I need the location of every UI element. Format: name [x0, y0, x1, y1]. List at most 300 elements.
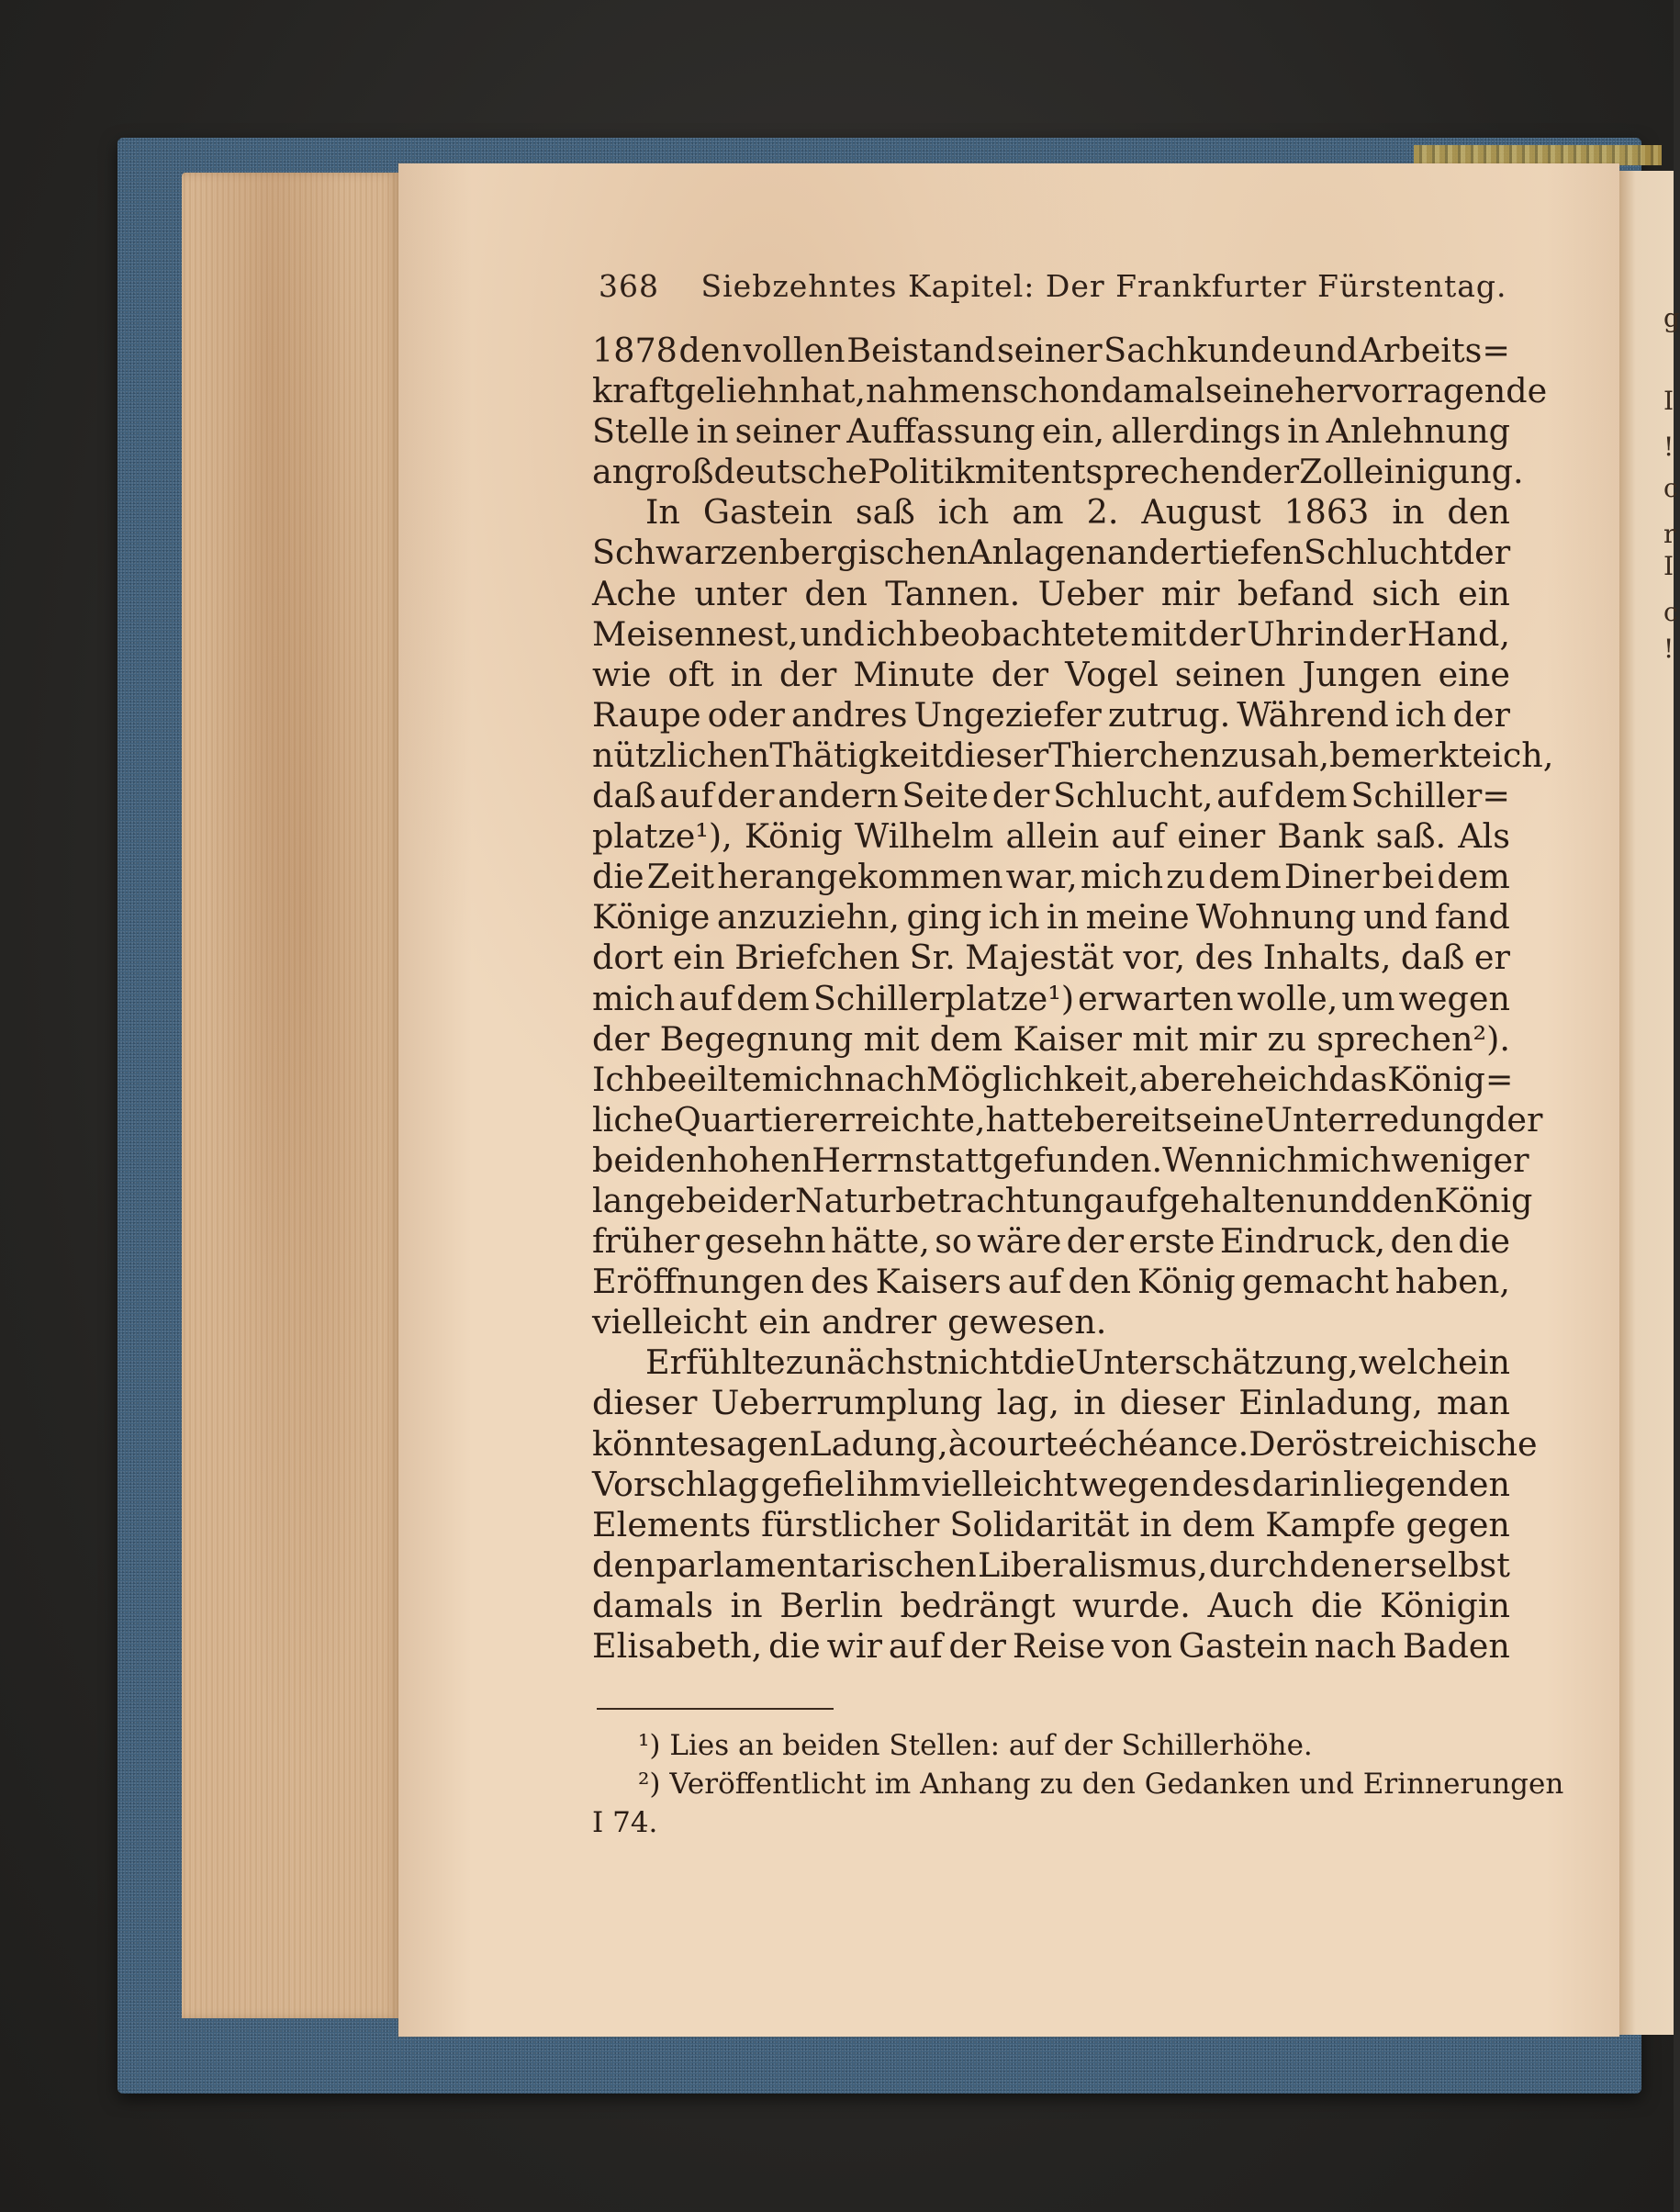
- word: befand: [1237, 573, 1355, 613]
- word: stattgefunden.: [914, 1140, 1163, 1180]
- word: geliehn: [674, 371, 801, 411]
- text-line: [592, 1262, 1510, 1302]
- word: man: [1437, 1383, 1510, 1423]
- word: sich: [1372, 573, 1440, 613]
- word: könnte: [592, 1423, 710, 1464]
- word: Schiller=: [1350, 776, 1510, 816]
- word: zunächst: [785, 1342, 937, 1383]
- word: Raupe: [592, 694, 701, 735]
- word: Vorschlag: [592, 1464, 759, 1504]
- word: Ungeziefer: [913, 694, 1102, 735]
- word: mit: [1130, 613, 1187, 654]
- word: platze¹),: [592, 816, 733, 857]
- word: bei: [1382, 857, 1435, 897]
- word: Möglichkeit,: [926, 1059, 1139, 1099]
- word: er: [1372, 1544, 1409, 1585]
- text-line: [592, 1059, 1514, 1100]
- word: Briefchen: [734, 938, 901, 978]
- word: Ache: [592, 573, 677, 613]
- word: 2.: [1086, 492, 1119, 533]
- word: Stelle: [592, 411, 690, 452]
- word: der: [1452, 533, 1511, 573]
- text-line: [592, 1383, 1510, 1423]
- word: Vogel: [1065, 654, 1159, 694]
- text-line: [592, 1342, 1510, 1383]
- word: parlamentarischen: [655, 1544, 977, 1585]
- word: der: [1066, 1221, 1125, 1262]
- word: der: [948, 1626, 1006, 1666]
- word: Elisabeth,: [592, 1626, 763, 1666]
- word: Schlucht,: [1053, 776, 1214, 816]
- word: in: [1477, 1342, 1510, 1383]
- text-line: [592, 816, 1510, 857]
- word: mich: [761, 1059, 845, 1099]
- word: Thierchen: [1048, 735, 1221, 775]
- facing-glyph: I: [1663, 551, 1674, 581]
- word: Wilhelm: [854, 816, 994, 857]
- word: gewesen.: [947, 1302, 1107, 1342]
- word: Ueber: [1037, 573, 1144, 613]
- word: Ueberrumplung: [711, 1383, 983, 1423]
- text-line: [592, 1465, 1510, 1505]
- word: sagen: [709, 1423, 810, 1464]
- word: saß: [855, 492, 915, 533]
- word: Schwarzenbergischen: [592, 533, 968, 573]
- word: dort: [592, 938, 664, 978]
- word: hat,: [800, 371, 866, 411]
- word: in: [696, 411, 729, 452]
- word: dem: [736, 978, 810, 1018]
- word: er: [1473, 938, 1510, 978]
- word: Ladung,: [809, 1423, 948, 1464]
- word: so: [935, 1221, 972, 1262]
- word: Seite: [902, 776, 989, 816]
- footnote-2-continuation: I 74.: [592, 1806, 658, 1839]
- word: andern: [778, 776, 899, 816]
- word: welche: [1358, 1342, 1478, 1383]
- footnote-rule: [597, 1708, 834, 1710]
- word: in: [1287, 411, 1320, 452]
- text-line: [592, 1019, 1510, 1060]
- running-head: [599, 268, 1507, 314]
- word: vielleicht: [592, 1302, 748, 1342]
- word: damals: [1101, 371, 1223, 411]
- text-line: [592, 938, 1510, 978]
- word: wolle,: [1237, 978, 1338, 1018]
- text-line: [592, 1505, 1510, 1545]
- text-line: [592, 1302, 1510, 1342]
- word: allerdings: [1111, 411, 1282, 452]
- word: die: [1458, 1221, 1510, 1262]
- word: Majestät: [965, 938, 1114, 978]
- word: in: [1314, 613, 1347, 654]
- facing-glyph: c: [1663, 473, 1678, 503]
- word: wurde.: [1072, 1585, 1191, 1625]
- word: der: [1188, 613, 1246, 654]
- word: Könige: [592, 897, 711, 938]
- word: mir: [1198, 1018, 1258, 1059]
- body-text: [592, 331, 1554, 1667]
- word: schon: [1002, 371, 1102, 411]
- chapter-title: Siebzehntes Kapitel: Der Frankfurter Fürstentag.: [700, 268, 1507, 304]
- word: seiner: [734, 411, 841, 452]
- text-line: [592, 735, 1554, 776]
- word: Begegnung: [659, 1018, 854, 1059]
- word: ich: [937, 492, 990, 533]
- word: Minute: [853, 654, 975, 694]
- word: fand: [1434, 897, 1510, 938]
- word: ich: [988, 897, 1040, 938]
- word: der: [991, 654, 1049, 694]
- word: der: [737, 1180, 795, 1220]
- word: Elements: [592, 1504, 752, 1544]
- word: Jungen: [1302, 654, 1422, 694]
- word: dem: [1182, 1504, 1256, 1544]
- word: meine: [1085, 897, 1190, 938]
- word: mir: [1160, 573, 1220, 613]
- word: aber: [1138, 1059, 1216, 1099]
- word: dem: [1273, 776, 1348, 816]
- word: échéance.: [1078, 1423, 1249, 1464]
- word: Berlin: [779, 1585, 883, 1625]
- word: großdeutsche: [633, 452, 868, 492]
- word: der: [778, 654, 837, 694]
- word: Thätigkeit: [769, 735, 944, 775]
- word: dem: [1437, 857, 1510, 897]
- word: und: [1306, 1180, 1372, 1220]
- word: seinen: [1174, 654, 1286, 694]
- word: bei: [685, 1180, 738, 1220]
- word: auf: [1216, 776, 1271, 816]
- word: entsprechender: [1030, 452, 1300, 492]
- text-line: [592, 1586, 1510, 1626]
- word: andres: [791, 694, 908, 735]
- word: mit: [863, 1018, 920, 1059]
- word: Einladung,: [1238, 1383, 1423, 1423]
- word: nach: [844, 1059, 927, 1099]
- word: Ich: [592, 1059, 646, 1099]
- text-line: [592, 1099, 1543, 1140]
- word: 1863: [1283, 492, 1370, 533]
- word: haben,: [1394, 1262, 1510, 1302]
- word: gesehn: [704, 1221, 826, 1262]
- word: sprechen²).: [1316, 1018, 1510, 1059]
- word: bedrängt: [900, 1585, 1056, 1625]
- gilt-top-edge: [1414, 145, 1662, 165]
- word: zu: [1166, 857, 1205, 897]
- word: die: [768, 1626, 821, 1666]
- text-line: [592, 1221, 1510, 1262]
- word: bemerkte: [1329, 735, 1493, 775]
- word: den: [1068, 1262, 1131, 1302]
- word: liegenden: [1343, 1464, 1510, 1504]
- text-line: [592, 1545, 1510, 1586]
- word: hätte,: [831, 1221, 930, 1262]
- word: Solidarität: [949, 1504, 1130, 1544]
- word: in: [730, 654, 763, 694]
- text-line: [592, 411, 1510, 452]
- word: dem: [1208, 857, 1282, 897]
- word: Schlucht: [1304, 533, 1453, 573]
- word: ich,: [1492, 735, 1554, 775]
- word: wegen: [1398, 978, 1510, 1018]
- word: oder: [707, 694, 785, 735]
- word: damals: [592, 1585, 713, 1625]
- word: des: [1192, 1464, 1250, 1504]
- word: am: [1012, 492, 1064, 533]
- word: Quartier: [673, 1099, 819, 1140]
- word: gemacht: [1241, 1262, 1389, 1302]
- word: und: [1293, 331, 1358, 370]
- word: Anlehnung: [1326, 411, 1510, 452]
- word: seiner: [996, 331, 1103, 370]
- word: in: [1392, 492, 1425, 533]
- footnote-1: ¹) Lies an beiden Stellen: auf der Schillerhöhe.: [638, 1729, 1313, 1762]
- word: östreichische: [1311, 1423, 1538, 1464]
- word: der: [991, 776, 1050, 816]
- text-line: [592, 492, 1510, 533]
- word: mit: [974, 452, 1031, 492]
- word: in: [1139, 1504, 1172, 1544]
- text-line: [592, 1140, 1529, 1181]
- word: der: [1348, 613, 1406, 654]
- word: des: [1194, 938, 1254, 978]
- word: hohen: [707, 1140, 812, 1180]
- word: fühlte: [686, 1342, 786, 1383]
- word: ein: [672, 938, 725, 978]
- word: Beistand: [846, 331, 996, 370]
- word: Kampfe: [1265, 1504, 1396, 1544]
- word: Tannen.: [885, 573, 1021, 613]
- text-line: [592, 1423, 1538, 1465]
- word: Der: [1249, 1423, 1312, 1464]
- word: mich: [1307, 1140, 1392, 1180]
- word: mit: [1132, 1018, 1189, 1059]
- word: Wohnung: [1196, 897, 1357, 938]
- word: erste: [1128, 1221, 1215, 1262]
- word: den: [1447, 492, 1510, 533]
- word: ich: [866, 613, 918, 654]
- word: ich: [1394, 694, 1447, 735]
- word: Liberalismus,: [977, 1544, 1208, 1585]
- word: Baden: [1402, 1626, 1510, 1666]
- word: ein,: [1041, 411, 1105, 452]
- word: König=: [1387, 1059, 1514, 1099]
- word: um: [1341, 978, 1395, 1018]
- word: dem: [929, 1018, 1003, 1059]
- word: nicht: [936, 1342, 1024, 1383]
- word: Auffassung: [846, 411, 1036, 452]
- word: Er: [645, 1342, 687, 1383]
- word: erreichte,: [818, 1099, 986, 1140]
- word: vielleicht: [922, 1464, 1078, 1504]
- word: Uhr: [1247, 613, 1313, 654]
- word: weniger: [1391, 1140, 1529, 1180]
- word: vor,: [1123, 938, 1186, 978]
- facing-glyph: !: [1663, 432, 1674, 462]
- footnote-2: ²) Veröffentlicht im Anhang zu den Gedanken und Erinnerungen: [638, 1768, 1564, 1801]
- text-line: [592, 331, 1510, 371]
- word: Sr.: [909, 938, 956, 978]
- word: eine: [1192, 1099, 1265, 1140]
- page-number: 368: [599, 268, 659, 304]
- word: an: [1106, 533, 1149, 573]
- word: von: [1111, 1626, 1172, 1666]
- text-line: [592, 897, 1510, 938]
- footnotes: [592, 1726, 1564, 1842]
- word: den: [1372, 1180, 1435, 1220]
- word: der: [1452, 694, 1510, 735]
- word: der: [1485, 1099, 1543, 1140]
- word: auf: [1111, 816, 1166, 857]
- facing-glyph: I: [1663, 386, 1674, 416]
- word: gegen: [1406, 1504, 1510, 1544]
- word: darin: [1251, 1464, 1342, 1504]
- text-line: [592, 533, 1510, 573]
- word: der: [1148, 533, 1206, 573]
- word: Wenn: [1162, 1140, 1258, 1180]
- word: dieser: [1119, 1383, 1226, 1423]
- word: bereits: [1073, 1099, 1193, 1140]
- word: Unterredung: [1264, 1099, 1486, 1140]
- word: August: [1141, 492, 1261, 533]
- word: wäre: [977, 1221, 1062, 1262]
- word: ein: [758, 1302, 811, 1342]
- word: die: [1023, 1342, 1076, 1383]
- text-line: [592, 614, 1510, 655]
- word: den: [678, 331, 742, 370]
- text-line: [592, 1180, 1533, 1221]
- word: hervorragende: [1294, 371, 1548, 411]
- word: Als: [1458, 816, 1510, 857]
- word: saß.: [1375, 816, 1447, 857]
- word: lange: [592, 1180, 686, 1220]
- word: und: [1362, 897, 1428, 938]
- word: Gastein: [702, 492, 833, 533]
- word: war,: [1005, 857, 1078, 897]
- word: ich: [1257, 1140, 1308, 1180]
- word: beobachtete: [918, 613, 1129, 654]
- word: nach: [1314, 1626, 1396, 1666]
- word: dieser: [592, 1383, 698, 1423]
- text-line: [592, 574, 1510, 614]
- word: ging: [906, 897, 982, 938]
- page-edges: [182, 173, 398, 2018]
- word: gefiel: [760, 1464, 856, 1504]
- word: ihm: [856, 1464, 921, 1504]
- word: eine: [1438, 654, 1510, 694]
- word: Meisennest,: [592, 613, 799, 654]
- word: mich: [592, 978, 676, 1018]
- word: auf: [678, 978, 734, 1018]
- word: zusah,: [1220, 735, 1330, 775]
- text-line: [592, 1626, 1510, 1667]
- word: oft: [667, 654, 714, 694]
- facing-glyph: c: [1663, 597, 1678, 627]
- text-line: [592, 979, 1510, 1019]
- word: früher: [592, 1221, 700, 1262]
- word: erwarten: [1078, 978, 1234, 1018]
- word: unter: [694, 573, 788, 613]
- word: Sachkunde: [1103, 331, 1292, 370]
- word: den: [1309, 1544, 1372, 1585]
- text-line: [592, 695, 1510, 735]
- word: wie: [592, 654, 652, 694]
- word: Zolleinigung.: [1299, 452, 1524, 492]
- word: Anlagen: [968, 533, 1107, 573]
- facing-glyph: !: [1663, 634, 1674, 664]
- word: Hand,: [1406, 613, 1510, 654]
- word: ich: [1277, 1059, 1329, 1099]
- word: Diner: [1283, 857, 1380, 897]
- word: nützlichen: [592, 735, 770, 775]
- word: Königin: [1380, 1585, 1510, 1625]
- word: der: [717, 776, 775, 816]
- word: Kaisers: [875, 1262, 1002, 1302]
- text-line: [592, 371, 1548, 411]
- word: eine: [1222, 371, 1294, 411]
- word: König: [1434, 1180, 1533, 1220]
- word: fürstlicher: [761, 1504, 940, 1544]
- facing-glyph: g: [1663, 303, 1680, 333]
- word: in: [1073, 1383, 1106, 1423]
- facing-glyph: r: [1663, 519, 1676, 549]
- word: in: [730, 1585, 763, 1625]
- word: hatte: [985, 1099, 1074, 1140]
- word: Schillerplatze¹): [812, 978, 1075, 1018]
- word: ein: [1458, 573, 1510, 613]
- word: Kaiser: [1013, 1018, 1122, 1059]
- word: den: [1390, 1221, 1453, 1262]
- word: Unterschätzung,: [1075, 1342, 1359, 1383]
- word: vollen: [743, 331, 846, 370]
- word: Eindruck,: [1219, 1221, 1386, 1262]
- word: aufgehalten: [1104, 1180, 1307, 1220]
- word: Eröffnungen: [592, 1262, 804, 1302]
- word: zu: [1267, 1018, 1307, 1059]
- word: dieser: [943, 735, 1049, 775]
- word: König: [1137, 1262, 1236, 1302]
- word: 1878: [592, 331, 678, 370]
- word: und: [800, 613, 865, 654]
- word: anzuziehn,: [716, 897, 901, 938]
- word: beiden: [592, 1140, 708, 1180]
- word: Herrn: [812, 1140, 915, 1180]
- word: der: [592, 1018, 650, 1059]
- word: einer: [1177, 816, 1266, 857]
- word: das: [1328, 1059, 1388, 1099]
- word: In: [645, 492, 680, 533]
- word: Bank: [1277, 816, 1364, 857]
- word: liche: [592, 1099, 674, 1140]
- word: kraft: [592, 371, 675, 411]
- word: die: [592, 857, 644, 897]
- word: an: [592, 452, 634, 492]
- word: Gastein: [1178, 1626, 1308, 1666]
- text-line: [592, 655, 1510, 695]
- word: Arbeits=: [1359, 331, 1510, 370]
- text-line: [592, 776, 1510, 816]
- word: den: [592, 1544, 655, 1585]
- word: durch: [1208, 1544, 1309, 1585]
- word: daß: [1400, 938, 1465, 978]
- word: courte: [968, 1423, 1079, 1464]
- word: des: [810, 1262, 869, 1302]
- word: Reise: [1012, 1626, 1105, 1666]
- word: wir: [826, 1626, 882, 1666]
- word: à: [947, 1423, 969, 1464]
- word: die: [1310, 1585, 1363, 1625]
